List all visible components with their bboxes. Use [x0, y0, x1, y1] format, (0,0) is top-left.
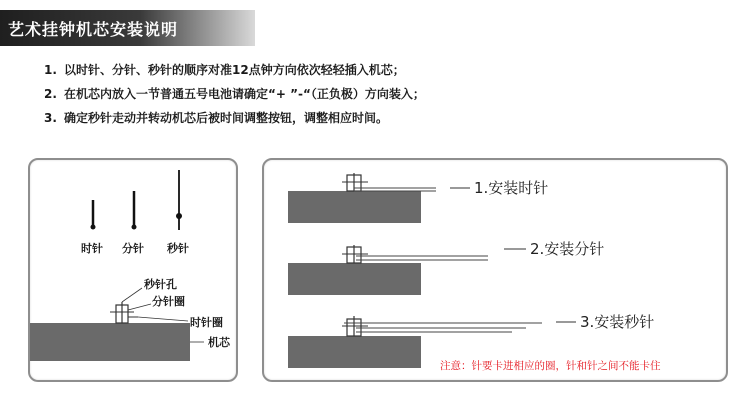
page-title: 艺术挂钟机芯安装说明: [8, 19, 179, 39]
movement-block: [288, 191, 421, 223]
hour-hand-illustration: [91, 200, 96, 230]
hour-hand-label: 时针: [81, 242, 103, 255]
install-steps-diagram: [264, 160, 726, 380]
hour-ring-leader: [138, 317, 188, 321]
instruction-list: [44, 58, 425, 130]
minute-hand-label: 分针: [122, 242, 144, 255]
instruction-step: [44, 106, 425, 130]
instruction-step: [44, 82, 425, 106]
second-hand-label: 秒针: [167, 242, 189, 255]
step-text: 以时针、分针、秒针的顺序对准12点钟方向依次轻轻插入机芯；: [64, 63, 405, 77]
movement-block: [288, 263, 421, 295]
step-2-label: 2.安装分针: [530, 240, 605, 258]
step-number: 3.: [44, 111, 57, 125]
install-step-2: [288, 240, 604, 295]
hands-diagram-panel: [28, 158, 238, 382]
step-number: 2.: [44, 87, 57, 101]
second-hand-illustration: [176, 170, 182, 230]
movement-block: [288, 336, 421, 368]
step-number: 1.: [44, 63, 57, 77]
install-steps-panel: [262, 158, 728, 382]
hands-diagram: [30, 160, 236, 380]
step-text: 在机芯内放入一节普通五号电池请确定“+ ”-“（正负极）方向装入；: [64, 87, 425, 101]
step-1-label: 1.安装时针: [474, 179, 549, 197]
movement-label: 机芯: [208, 336, 230, 349]
minute-hand-illustration: [132, 191, 137, 230]
movement-block: [30, 323, 190, 361]
install-step-1: [288, 173, 548, 223]
title-bar: [0, 10, 255, 46]
step-3-label: 3.安装秒针: [580, 313, 655, 331]
step-text: 确定秒针走动并转动机芯后被时间调整按钮，调整相应时间。: [64, 111, 389, 125]
second-hole-label: 秒针孔: [144, 278, 177, 291]
warning-note: 注意：针要卡进相应的圈，针和针之间不能卡住: [440, 360, 661, 372]
hour-ring-label: 时针圈: [190, 316, 223, 329]
shaft-assembly: [110, 302, 138, 323]
minute-ring-leader: [128, 304, 151, 310]
instruction-step: [44, 58, 425, 82]
minute-ring-label: 分针圈: [152, 295, 185, 308]
second-hole-leader: [122, 288, 142, 302]
